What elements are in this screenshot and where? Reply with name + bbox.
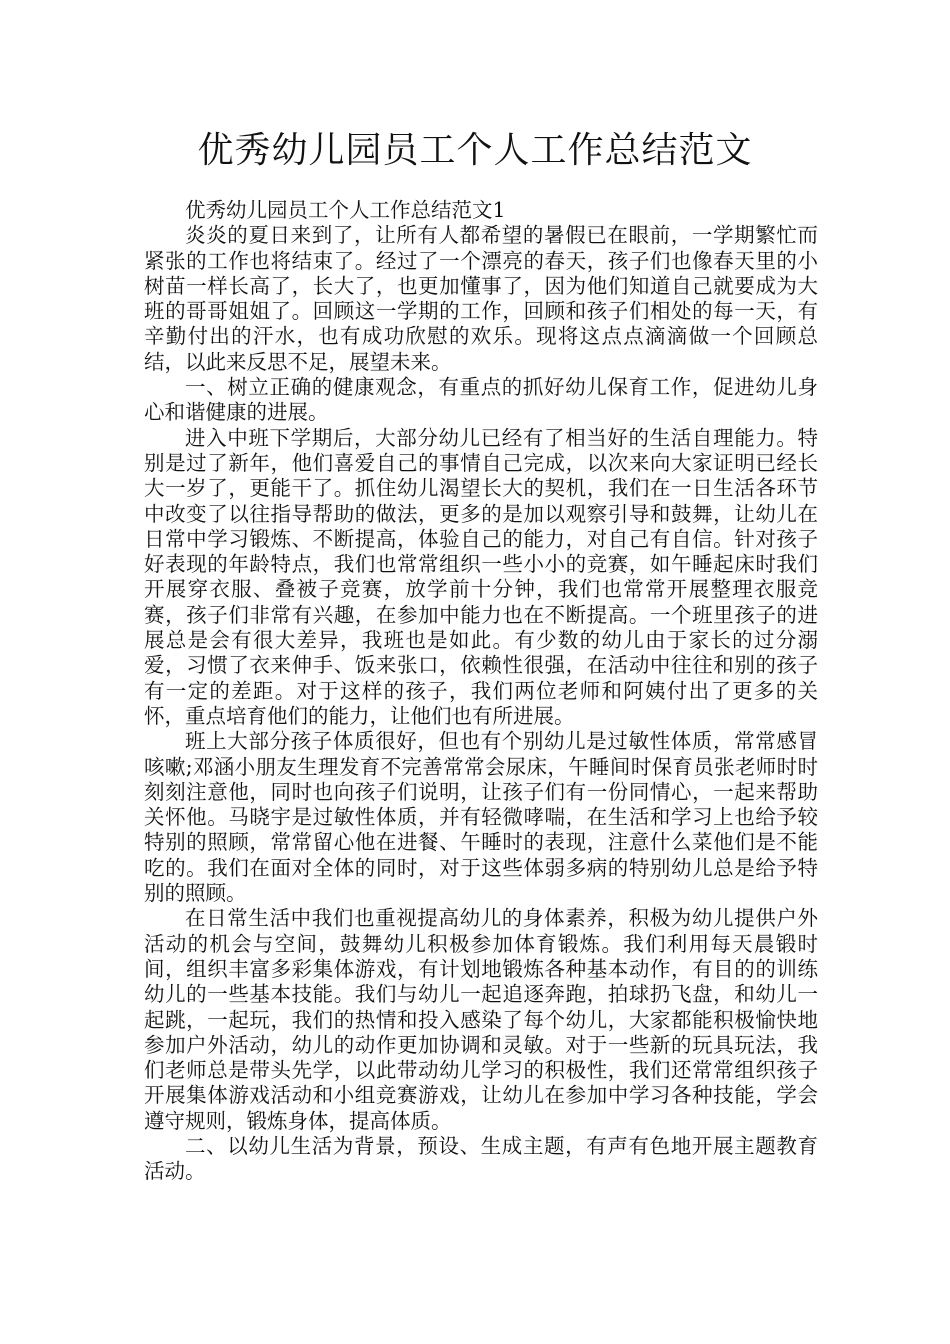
paragraph-physical-activity: 在日常生活中我们也重视提高幼儿的身体素养，积极为幼儿提供户外活动的机会与空间，鼓舞幼儿积极参加体育锻炼。我们利用每天晨锻时间，组织丰富多彩集体游戏，有计划地锻炼各种基本动作，有目的的训练幼儿的一些基本技能。我们与幼儿一起追逐奔跑，拍球扔飞盘，和幼儿一起跳，一起玩，我们的热情和投入感染了每个幼儿，大家都能积极愉快地参加户外活动，幼儿的动作更加协调和灵敏。对于一些新的玩具玩法，我们老师总是带头先学，以此带动幼儿学习的积极性，我们还常常组织孩子开展集体游戏活动和小组竞赛游戏，让幼儿在参加中学习各种技能，学会遵守规则，锻炼身体，提高体质。 — [144, 906, 818, 1133]
paragraph-health-care: 班上大部分孩子体质很好，但也有个别幼儿是过敏性体质，常常感冒咳嗽;邓涵小朋友生理发育不完善常常会尿床，午睡间时保育员张老师时时刻刻注意他，同时也向孩子们说明，让孩子们有一份同情心，一起来帮助关怀他。马晓宇是过敏性体质，并有轻微哮喘，在生活和学习上也给予较特别的照顾，常常留心他在进餐、午睡时的表现，注意什么菜他们是不能吃的。我们在面对全体的同时，对于这些体弱多病的特别幼儿总是给予特别的照顾。 — [144, 729, 818, 906]
paragraph-section-1-heading: 一、树立正确的健康观念，有重点的抓好幼儿保育工作，促进幼儿身心和谐健康的进展。 — [144, 375, 818, 425]
document-title: 优秀幼儿园员工个人工作总结范文 — [197, 130, 753, 171]
paragraph-section-2-heading: 二、以幼儿生活为背景，预设、生成主题，有声有色地开展主题教育活动。 — [144, 1133, 818, 1184]
paragraph-self-care: 进入中班下学期后，大部分幼儿已经有了相当好的生活自理能力。特别是过了新年，他们喜爱自己的事情自己完成，以次来向大家证明已经长大一岁了，更能干了。抓住幼儿渴望长大的契机，我们在一日生活各环节中改变了以往指导帮助的做法，更多的是加以观察引导和鼓舞，让幼儿在日常中学习锻炼、不断提高，体验自己的能力，对自己有自信。针对孩子好表现的年龄特点，我们也常常组织一些小小的竞赛，如午睡起床时我们开展穿衣服、叠被子竞赛，放学前十分钟，我们也常常开展整理衣服竞赛，孩子们非常有兴趣，在参加中能力也在不断提高。一个班里孩子的进展总是会有很大差异，我班也是如此。有少数的幼儿由于家长的过分溺爱，习惯了衣来伸手、饭来张口，依赖性很强，在活动中往往和别的孩子有一定的差距。对于这样的孩子，我们两位老师和阿姨付出了更多的关怀，重点培育他们的能力，让他们也有所进展。 — [144, 425, 818, 728]
paragraph-subtitle: 优秀幼儿园员工个人工作总结范文1 — [185, 198, 506, 222]
paragraph-intro: 炎炎的夏日来到了，让所有人都希望的暑假已在眼前，一学期繁忙而紧张的工作也将结束了。经过了一个漂亮的春天，孩子们也像春天里的小树苗一样长高了，长大了，也更加懂事了，因为他们知道自己就要成为大班的哥哥姐姐了。回顾这一学期的工作，回顾和孩子们相处的每一天，有辛勤付出的汗水，也有成功欣慰的欢乐。现将这点点滴滴做一个回顾总结，以此来反思不足，展望未来。 — [144, 223, 818, 374]
document-body — [144, 198, 818, 1185]
